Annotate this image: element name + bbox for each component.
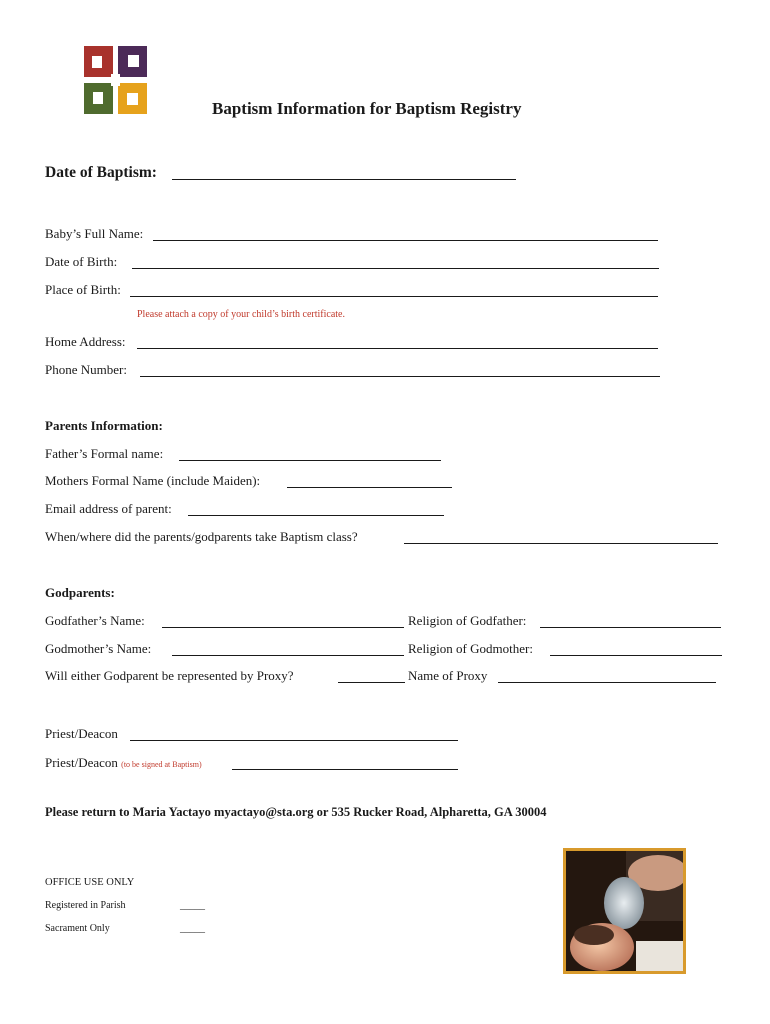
phone-number-field[interactable]	[140, 376, 660, 377]
date-of-baptism-field[interactable]	[172, 179, 516, 180]
baby-full-name-field[interactable]	[153, 240, 658, 241]
godfather-religion-label: Religion of Godfather:	[408, 613, 527, 628]
date-of-baptism-label: Date of Baptism:	[45, 164, 157, 181]
father-name-field[interactable]	[179, 460, 441, 461]
home-address-label: Home Address:	[45, 334, 126, 349]
godmother-religion-field[interactable]	[550, 655, 722, 656]
baptism-photo-image	[566, 851, 683, 971]
registered-in-parish-label: Registered in Parish	[45, 900, 126, 911]
office-use-heading: OFFICE USE ONLY	[45, 877, 135, 888]
place-of-birth-field[interactable]	[130, 296, 658, 297]
place-of-birth-label: Place of Birth:	[45, 282, 121, 297]
proxy-question-label: Will either Godparent be represented by Proxy?	[45, 668, 294, 683]
mother-name-label: Mothers Formal Name (include Maiden):	[45, 473, 261, 488]
priest-signature-title: Priest/Deacon	[45, 755, 118, 770]
baby-full-name-label: Baby’s Full Name:	[45, 226, 144, 241]
proxy-name-label: Name of Proxy	[408, 668, 488, 683]
godfather-name-label: Godfather’s Name:	[45, 613, 145, 628]
date-of-birth-label: Date of Birth:	[45, 254, 118, 269]
parents-heading: Parents Information:	[45, 418, 163, 433]
proxy-name-field[interactable]	[498, 682, 716, 683]
mother-name-field[interactable]	[287, 487, 452, 488]
godfather-religion-field[interactable]	[540, 627, 721, 628]
registered-in-parish-blank[interactable]: _____	[180, 900, 205, 911]
parent-email-label: Email address of parent:	[45, 501, 172, 516]
home-address-field[interactable]	[137, 348, 658, 349]
godmother-name-label: Godmother’s Name:	[45, 641, 152, 656]
baptism-class-label: When/where did the parents/godparents take Baptism class?	[45, 529, 358, 544]
priest-signature-field[interactable]	[232, 769, 458, 770]
baptism-photo	[563, 848, 686, 974]
baptism-class-field[interactable]	[404, 543, 718, 544]
form-title: Baptism Information for Baptism Registry	[212, 99, 522, 118]
priest-deacon-field[interactable]	[130, 740, 458, 741]
proxy-answer-field[interactable]	[338, 682, 405, 683]
date-of-birth-field[interactable]	[132, 268, 659, 269]
signature-note: (to be signed at Baptism)	[121, 760, 202, 769]
sacrament-only-blank[interactable]: _____	[180, 923, 205, 934]
parent-email-field[interactable]	[188, 515, 444, 516]
godmother-religion-label: Religion of Godmother:	[408, 641, 533, 656]
birth-certificate-note: Please attach a copy of your child’s birth certificate.	[137, 309, 345, 320]
return-instructions: Please return to Maria Yactayo myactayo@sta.org or 535 Rucker Road, Alpharetta, GA 30004	[45, 805, 547, 819]
father-name-label: Father’s Formal name:	[45, 446, 164, 461]
godparents-heading: Godparents:	[45, 585, 115, 600]
priest-signature-label	[45, 755, 202, 771]
parish-cross-logo-icon	[84, 46, 147, 114]
priest-deacon-label: Priest/Deacon	[45, 726, 118, 741]
sacrament-only-label: Sacrament Only	[45, 923, 110, 934]
godmother-name-field[interactable]	[172, 655, 404, 656]
phone-number-label: Phone Number:	[45, 362, 127, 377]
godfather-name-field[interactable]	[162, 627, 404, 628]
